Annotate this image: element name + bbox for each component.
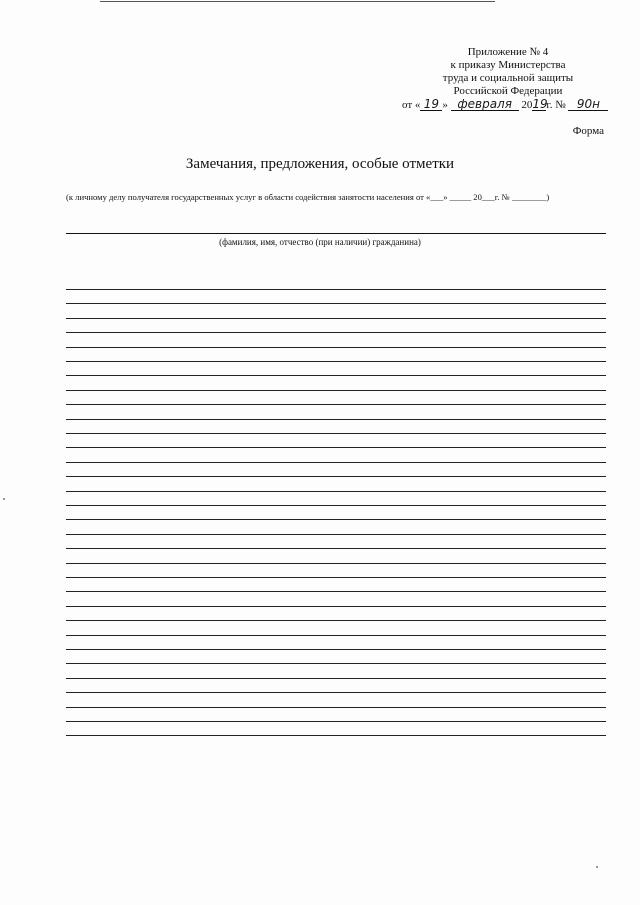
handwritten-day: 19	[420, 98, 442, 111]
notes-line	[66, 591, 606, 592]
notes-line	[66, 735, 606, 736]
handwritten-year: 19	[532, 97, 548, 111]
scan-speck	[596, 866, 598, 868]
notes-line	[66, 577, 606, 578]
number-prefix: г. №	[546, 99, 566, 111]
notes-line	[66, 289, 606, 290]
notes-line	[66, 620, 606, 621]
notes-line	[66, 347, 606, 348]
notes-line	[66, 563, 606, 564]
notes-line	[66, 678, 606, 679]
notes-line	[66, 721, 606, 722]
notes-line	[66, 534, 606, 535]
notes-line	[66, 318, 606, 319]
date-prefix: от «	[402, 99, 421, 111]
notes-line	[66, 433, 606, 434]
order-line-1: к приказу Министерства	[450, 59, 566, 71]
citizen-name-field-line	[66, 233, 606, 234]
year-prefix: 20	[521, 99, 533, 111]
order-date-row	[402, 98, 608, 111]
notes-line	[66, 404, 606, 405]
order-reference-block	[400, 46, 610, 98]
handwritten-order-number: 90н	[568, 98, 608, 111]
notes-line	[66, 707, 606, 708]
scan-top-edge-line	[100, 1, 495, 2]
notes-line	[66, 361, 606, 362]
notes-line	[66, 606, 606, 607]
notes-line	[66, 332, 606, 333]
notes-line	[66, 519, 606, 520]
order-line-3: Российской Федерации	[453, 85, 563, 97]
notes-line	[66, 649, 606, 650]
order-line-2: труда и социальной защиты	[442, 72, 574, 84]
notes-line	[66, 390, 606, 391]
notes-line	[66, 447, 606, 448]
notes-line	[66, 303, 606, 304]
citizen-name-caption: (фамилия, имя, отчество (при наличии) гражданина)	[219, 237, 421, 247]
notes-line	[66, 462, 606, 463]
scan-speck	[3, 498, 5, 500]
notes-line	[66, 491, 606, 492]
notes-line	[66, 375, 606, 376]
page-title: Замечания, предложения, особые отметки	[185, 156, 455, 172]
handwritten-month: февраля	[451, 98, 519, 111]
notes-line	[66, 663, 606, 664]
date-quote-close: »	[442, 99, 448, 111]
appendix-number: Приложение № 4	[467, 46, 549, 58]
form-label: Форма	[572, 125, 604, 137]
notes-line	[66, 692, 606, 693]
notes-line	[66, 476, 606, 477]
notes-line	[66, 505, 606, 506]
personal-file-reference: (к личному делу получателя государственных услуг в области содействия занятости населения от «___» _____ 20___г. № ________)	[66, 192, 550, 202]
notes-line	[66, 548, 606, 549]
notes-line	[66, 635, 606, 636]
notes-line	[66, 419, 606, 420]
